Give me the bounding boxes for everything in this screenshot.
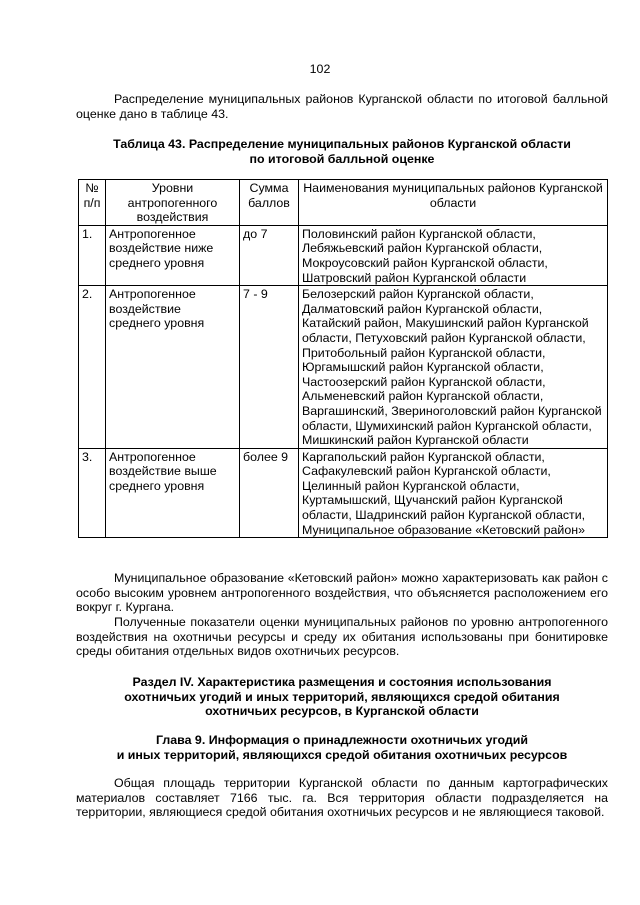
paragraph-indicators: Полученные показатели оценки муниципальных районов по уровню антропогенного воздействия на охотничьи ресурсы и среду их обитания использованы при бонитировке среды обитания отдельных видов охотничьих ресурсов.: [76, 615, 608, 659]
cell-score: более 9: [240, 448, 299, 538]
table-row: [79, 225, 608, 285]
header-number: № п/п: [79, 180, 106, 226]
intro-paragraph: Распределение муниципальных районов Курганской области по итоговой балльной оценке дано в таблице 43.: [76, 92, 608, 121]
chapter-heading-line: и иных территорий, являющихся средой обитания охотничьих ресурсов: [116, 747, 568, 762]
table-caption-line: Таблица 43. Распределение муниципальных районов Курганской области: [113, 137, 571, 151]
table-caption: [76, 137, 608, 166]
cell-number: 2.: [79, 286, 106, 449]
section-heading-line: охотничьих ресурсов, в Курганской области: [205, 704, 479, 719]
cell-level: Антропогенное воздействие выше среднего уровня: [106, 448, 240, 538]
cell-score: до 7: [240, 225, 299, 285]
paragraph-ketovsky: Муниципальное образование «Кетовский район» можно характеризовать как район с особо высоким уровнем антропогенного воздействия, что объясняется расположением его вокруг г. Кургана.: [76, 571, 608, 615]
cell-number: 3.: [79, 448, 106, 538]
cell-districts: Каргапольский район Курганской области, Сафакулевский район Курганской области, Целинный район Курганской области, Куртамышский, Щучанский район Курганской области, Шадринский район Курганской области, Муниципальное образование «Кетовский район»: [299, 448, 608, 538]
districts-table: [78, 179, 608, 538]
cell-score: 7 - 9: [240, 286, 299, 449]
paragraph-area: Общая площадь территории Курганской области по данным картографических материалов составляет 7166 тыс. га. Вся территория области подразделяется на территории, являющиеся средой обитания охотничьих ресурсов и не являющиеся таковой.: [76, 776, 608, 820]
table-row: [79, 286, 608, 449]
section-heading-line: Раздел IV. Характеристика размещения и состояния использования: [132, 675, 552, 689]
cell-number: 1.: [79, 225, 106, 285]
table-header-row: [79, 180, 608, 226]
chapter-heading: [76, 733, 608, 762]
cell-level: Антропогенное воздействие ниже среднего уровня: [106, 225, 240, 285]
cell-districts: Белозерский район Курганской области, Далматовский район Курганской области, Катайский район, Макушинский район Курганской области, Петуховский район Курганской области, Притобольный район Курганской области, Юргамышский район Курганской области, Частоозерский район Курганской области, Альменевский район Курганской области, Варгашинский, Звериноголовский район Курганской области, Шумихинский район Курганской области, Мишкинский район Курганской области: [299, 286, 608, 449]
table-caption-line: по итоговой балльной оценке: [249, 151, 435, 166]
cell-districts: Половинский район Курганской области, Лебяжьевский район Курганской области, Мокроусовский район Курганской области, Шатровский район Курганской области: [299, 225, 608, 285]
header-districts: Наименования муниципальных районов Курганской области: [299, 180, 608, 226]
table-row: [79, 448, 608, 538]
section-heading-line: охотничьих угодий и иных территорий, являющихся средой обитания: [124, 689, 560, 704]
chapter-heading-line: Глава 9. Информация о принадлежности охотничьих угодий: [155, 733, 529, 747]
header-level: Уровни антропогенного воздействия: [106, 180, 240, 226]
page-number: 102: [309, 62, 331, 76]
header-score: Сумма баллов: [240, 180, 299, 226]
section-heading: [76, 675, 608, 719]
cell-level: Антропогенное воздействие среднего уровня: [106, 286, 240, 449]
